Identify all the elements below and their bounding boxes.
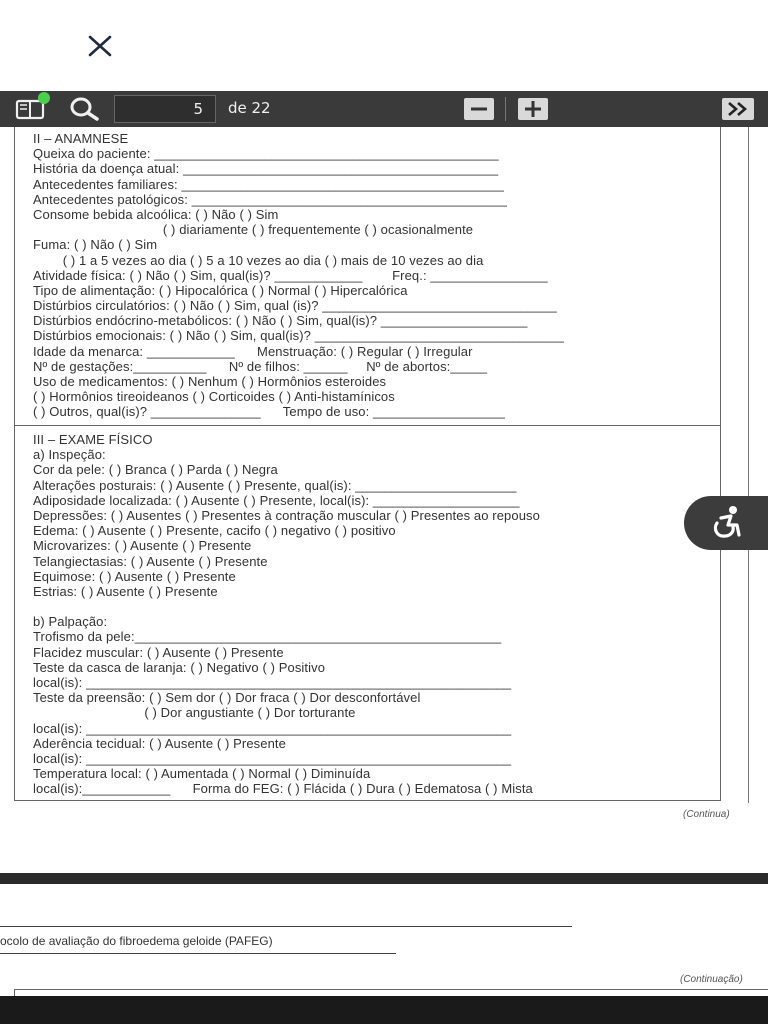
form-line: Antecedentes familiares: ____________________________________________ xyxy=(33,176,504,192)
bottom-bar xyxy=(0,996,768,1024)
book-toc-button[interactable] xyxy=(12,92,52,120)
form-line: Fuma: ( ) Não ( ) Sim xyxy=(33,237,158,253)
page-separator xyxy=(0,873,768,884)
form-line: Teste da preensão: ( ) Sem dor ( ) Dor fraca ( ) Dor desconfortável xyxy=(33,690,421,706)
close-icon xyxy=(84,30,116,62)
form-line: Temperatura local: ( ) Aumentada ( ) Normal ( ) Diminuída xyxy=(33,766,371,782)
rule-line xyxy=(0,926,572,927)
form-line: Equimose: ( ) Ausente ( ) Presente xyxy=(33,568,236,584)
form-line: Antecedentes patológicos: ___________________________________________ xyxy=(33,191,507,207)
form-line: Adiposidade localizada: ( ) Ausente ( ) Presente, local(is): ____________________ xyxy=(33,492,520,508)
form-line: Atividade física: ( ) Não ( ) Sim, qual(is)? ____________ Freq.: ________________ xyxy=(33,267,548,283)
form-line: Distúrbios emocionais: ( ) Não ( ) Sim, qual(is)? __________________________________ xyxy=(33,328,564,344)
search-button[interactable] xyxy=(66,95,104,123)
form-line: ( ) diariamente ( ) frequentemente ( ) ocasionalmente xyxy=(33,222,474,238)
toolbar-separator xyxy=(505,97,506,121)
form-line: Telangiectasias: ( ) Ausente ( ) Presente xyxy=(33,553,268,569)
continuacao-label: (Continuação) xyxy=(680,974,743,985)
form-line: Aderência tecidual: ( ) Ausente ( ) Presente xyxy=(33,735,286,751)
last-page-button[interactable] xyxy=(722,98,754,120)
form-line: local(is): __________________________________________________________ xyxy=(33,750,512,766)
minus-icon xyxy=(464,98,494,120)
page-number-input[interactable]: 5 xyxy=(114,95,216,123)
form-line: a) Inspeção: xyxy=(33,447,106,463)
form-line: Distúrbios endócrino-metabólicos: ( ) Não ( ) Sim, qual(is)? ____________________ xyxy=(33,313,528,329)
form-line: local(is): __________________________________________________________ xyxy=(33,675,512,690)
form-line: ( ) Outros, qual(is)? _______________ Tempo de uso: __________________ xyxy=(33,404,505,420)
table-caption: ocolo de avaliação do fibroedema geloide (PAFEG) xyxy=(0,934,273,948)
form-line: local(is):____________ Forma do FEG: ( ) Flácida ( ) Dura ( ) Edematosa ( ) Mista xyxy=(33,781,533,797)
form-line: ( ) 1 a 5 vezes ao dia ( ) 5 a 10 vezes ao dia ( ) mais de 10 vezes ao dia xyxy=(33,252,484,268)
section-divider xyxy=(15,425,720,426)
caption-rule xyxy=(0,953,396,954)
form-line: Microvarizes: ( ) Ausente ( ) Presente xyxy=(33,538,252,554)
form-line: Flacidez muscular: ( ) Ausente ( ) Presente xyxy=(33,644,284,660)
double-chevron-right-icon xyxy=(722,98,754,120)
search-icon xyxy=(68,96,102,122)
form-line: ( ) Dor angustiante ( ) Dor torturante xyxy=(33,705,356,721)
form-line: ( ) Hormônios tireoideanos ( ) Corticoides ( ) Anti-histamínicos xyxy=(33,389,395,405)
form-line: Queixa do paciente: _______________________________________________ xyxy=(33,146,499,162)
form-line: Consome bebida alcoólica: ( ) Não ( ) Sim xyxy=(33,206,279,222)
exame-fisico-section xyxy=(33,432,723,797)
plus-icon xyxy=(518,98,548,120)
form-line: Trofismo da pele:__________________________________________________ xyxy=(33,629,502,645)
page-edge-line xyxy=(748,127,749,803)
close-button[interactable] xyxy=(84,30,116,62)
book-icon xyxy=(13,91,51,121)
zoom-out-button[interactable] xyxy=(464,98,494,120)
form-line: III – EXAME FÍSICO xyxy=(33,432,153,447)
zoom-in-button[interactable] xyxy=(518,98,548,120)
anamnese-section xyxy=(33,131,723,420)
form-line: Nº de gestações:__________ Nº de filhos: ______ Nº de abortos:_____ xyxy=(33,358,488,374)
form-line: História da doença atual: ___________________________________________ xyxy=(33,161,499,177)
form-line: Idade da menarca: ____________ Menstruação: ( ) Regular ( ) Irregular xyxy=(33,343,473,359)
form-line: Edema: ( ) Ausente ( ) Presente, cacifo ( ) negativo ( ) positivo xyxy=(33,523,396,539)
form-line: II – ANAMNESE xyxy=(33,131,129,146)
form-line: Estrias: ( ) Ausente ( ) Presente xyxy=(33,583,218,599)
accessibility-button[interactable] xyxy=(684,496,768,550)
form-line: Uso de medicamentos: ( ) Nenhum ( ) Hormônios esteroides xyxy=(33,374,387,389)
form-line: local(is): __________________________________________________________ xyxy=(33,720,512,736)
page-total-label: de 22 xyxy=(228,99,271,117)
form-line: Teste da casca de laranja: ( ) Negativo ( ) Positivo xyxy=(33,659,326,675)
form-line: Cor da pele: ( ) Branca ( ) Parda ( ) Negra xyxy=(33,462,278,478)
form-line: b) Palpação: xyxy=(33,614,108,630)
form-line: Alterações posturais: ( ) Ausente ( ) Presente, qual(is): ______________________ xyxy=(33,477,517,493)
form-line: Depressões: ( ) Ausentes ( ) Presentes à contração muscular ( ) Presentes ao repouso xyxy=(33,507,540,523)
form-line xyxy=(33,599,723,614)
accessibility-icon xyxy=(703,503,749,543)
form-line: Tipo de alimentação: ( ) Hipocalórica ( ) Normal ( ) Hipercalórica xyxy=(33,282,408,298)
continua-label: (Continua) xyxy=(683,809,730,820)
form-line: Distúrbios circulatórios: ( ) Não ( ) Sim, qual (is)? ________________________________ xyxy=(33,298,557,314)
